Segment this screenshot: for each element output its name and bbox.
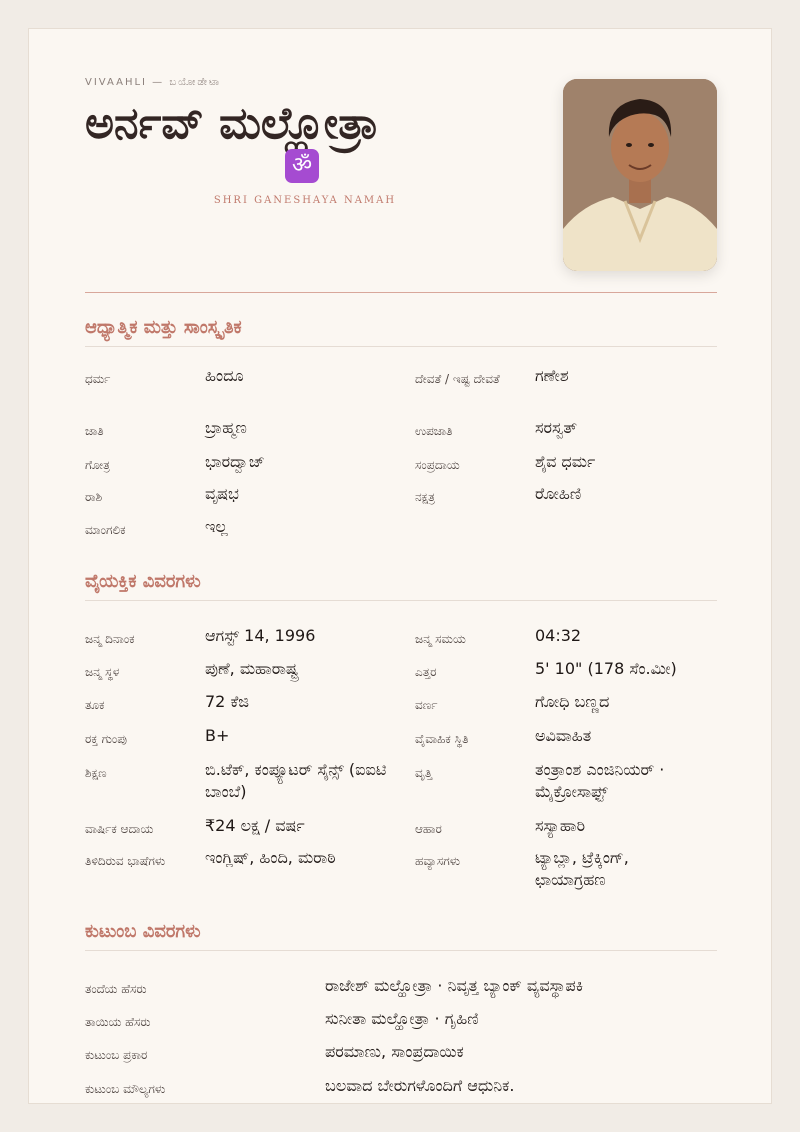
header-divider — [85, 292, 717, 293]
education-value: ಬಿ.ಟೆಕ್, ಕಂಪ್ಯೂಟರ್ ಸೈನ್ಸ್ (ಐಐಟಿ ಬಾಂಬೆ) — [205, 760, 387, 801]
religion-label: ಧರ್ಮ — [85, 372, 111, 386]
dob-label: ಜನ್ಮ ದಿನಾಂಕ — [85, 632, 135, 646]
hobbies-label: ಹವ್ಯಾಸಗಳು — [415, 854, 461, 868]
languages-value: ಇಂಗ್ಲಿಷ್, ಹಿಂದಿ, ಮರಾಠಿ — [205, 848, 336, 867]
deity-label: ದೇವತೆ / ಇಷ್ಟ ದೇವತೆ — [415, 372, 500, 386]
income-label: ವಾರ್ಷಿಕ ಆದಾಯ — [85, 822, 154, 836]
marital-value: ಅವಿವಾಹಿತ — [535, 726, 592, 745]
gotra-label: ಗೋತ್ರ — [85, 458, 110, 472]
caste-label: ಜಾತಿ — [85, 424, 104, 438]
gotra-value: ಭಾರದ್ವಾಜ್ — [205, 452, 265, 471]
manglik-label: ಮಾಂಗಲಿಕ — [85, 523, 126, 537]
candidate-name: ಅರ್ನವ್ ಮಲ್ಹೋತ್ರಾ — [85, 98, 380, 149]
family-type-value: ಪರಮಾಣು, ಸಾಂಪ್ರದಾಯಿಕ — [325, 1042, 464, 1061]
biodata-page — [28, 28, 772, 1104]
father-label: ತಂದೆಯ ಹೆಸರು — [85, 982, 147, 996]
income-value: ₹24 ಲಕ್ಷ / ವರ್ಷ — [205, 816, 305, 835]
blood-label: ರಕ್ತ ಗುಂಪು — [85, 732, 127, 746]
mother-value: ಸುನೀತಾ ಮಲ್ಹೋತ್ರಾ · ಗೃಹಿಣಿ — [325, 1009, 479, 1028]
caste-value: ಬ್ರಾಹ್ಮಣ — [205, 418, 247, 437]
nakshatra-label: ನಕ್ಷತ್ರ — [415, 490, 436, 504]
brand-line: VIVAAHLI — ಬಯೋಡೇಟಾ — [85, 77, 222, 88]
father-value: ರಾಜೇಶ್ ಮಲ್ಹೋತ್ರಾ · ನಿವೃತ್ತ ಬ್ಯಾಂಕ್ ವ್ಯವಸ್ಥಾಪಕಿ — [325, 976, 584, 995]
rashi-label: ರಾಶಿ — [85, 490, 103, 504]
subcaste-value: ಸರಸ್ವತ್ — [535, 418, 577, 437]
section-title-spiritual: ಆಧ್ಯಾತ್ಮಿಕ ಮತ್ತು ಸಾಂಸ್ಕೃತಿಕ — [85, 317, 717, 347]
dob-value: ಆಗಸ್ಟ್ 14, 1996 — [205, 626, 316, 645]
marital-label: ವೈವಾಹಿಕ ಸ್ಥಿತಿ — [415, 732, 469, 746]
family-values-value: ಬಲವಾದ ಬೇರುಗಳೊಂದಿಗೆ ಆಧುನಿಕ. — [325, 1076, 515, 1095]
section-title-personal: ವೈಯಕ್ತಿಕ ವಿವರಗಳು — [85, 571, 717, 601]
profession-label: ವೃತ್ತಿ — [415, 766, 433, 780]
pob-value: ಪುಣೆ, ಮಹಾರಾಷ್ಟ್ರ — [205, 659, 299, 678]
family-values-label: ಕುಟುಂಬ ಮೌಲ್ಯಗಳು — [85, 1082, 166, 1096]
deity-value: ಗಣೇಶ — [535, 366, 569, 385]
sampradaya-value: ಶೈವ ಧರ್ಮ — [535, 452, 596, 471]
subcaste-label: ಉಪಜಾತಿ — [415, 424, 453, 438]
education-label: ಶಿಕ್ಷಣ — [85, 766, 107, 780]
height-value: 5' 10" (178 ಸೆಂ.ಮೀ) — [535, 659, 677, 678]
complexion-value: ಗೋಧಿ ಬಣ್ಣದ — [535, 692, 610, 711]
sampradaya-label: ಸಂಪ್ರದಾಯ — [415, 458, 460, 472]
hobbies-value: ಟ್ಯಾಬ್ಲಾ, ಟ್ರೆಕ್ಕಿಂಗ್, ಛಾಯಾಗ್ರಹಣ — [535, 848, 629, 889]
tob-label: ಜನ್ಮ ಸಮಯ — [415, 632, 466, 646]
profile-photo-illustration — [563, 79, 717, 271]
complexion-label: ವರ್ಣ — [415, 698, 438, 712]
pob-label: ಜನ್ಮ ಸ್ಥಳ — [85, 665, 120, 679]
nakshatra-value: ರೋಹಿಣಿ — [535, 484, 582, 503]
diet-label: ಆಹಾರ — [415, 822, 442, 836]
profile-photo — [563, 79, 717, 271]
weight-value: 72 ಕೆಜಿ — [205, 692, 250, 711]
languages-label: ತಿಳಿದಿರುವ ಭಾಷೆಗಳು — [85, 854, 166, 868]
religion-value: ಹಿಂದೂ — [205, 366, 244, 385]
manglik-value: ಇಲ್ಲ — [205, 517, 228, 536]
family-type-label: ಕುಟುಂಬ ಪ್ರಕಾರ — [85, 1048, 148, 1062]
tob-value: 04:32 — [535, 626, 582, 645]
mantra-text: SHRI GANESHAYA NAMAH — [213, 195, 397, 206]
biodata-content — [85, 77, 717, 1096]
blood-value: B+ — [205, 726, 230, 745]
rashi-value: ವೃಷಭ — [205, 484, 239, 503]
section-title-family: ಕುಟುಂಬ ವಿವರಗಳು — [85, 921, 717, 951]
height-label: ಎತ್ತರ — [415, 665, 437, 679]
mother-label: ತಾಯಿಯ ಹೆಸರು — [85, 1015, 151, 1029]
profession-value: ತಂತ್ರಾಂಶ ಎಂಜಿನಿಯರ್ · ಮೈಕ್ರೋಸಾಫ್ಟ್ — [535, 760, 665, 801]
om-icon: ॐ — [285, 149, 319, 183]
diet-value: ಸಸ್ಯಾಹಾರಿ — [535, 816, 586, 835]
weight-label: ತೂಕ — [85, 698, 105, 712]
